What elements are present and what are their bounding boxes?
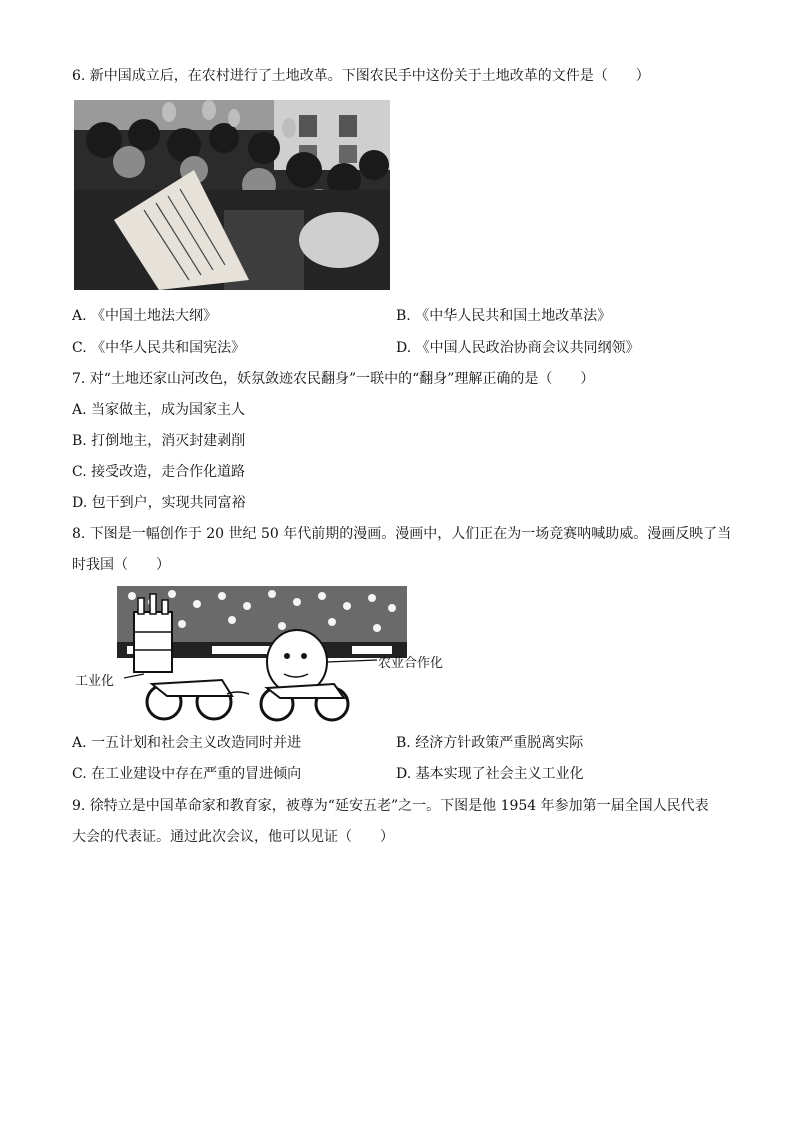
question-9-stem-line-2: 大会的代表证。通过此次会议，他可以见证（ ）: [72, 829, 394, 845]
question-7-stem: 7. 对“土地还家山河改色，妖氛敛迹农民翻身”一联中的“翻身”理解正确的是（ ）: [72, 371, 595, 387]
land-reform-photo: [74, 100, 390, 290]
question-6-option-b: B. 《中华人民共和国土地改革法》: [396, 308, 612, 324]
question-7-option-c: C. 接受改造，走合作化道路: [72, 464, 246, 480]
question-8-option-b: B. 经济方针政策严重脱离实际: [396, 735, 584, 751]
question-8-stem-line-1: 8. 下图是一幅创作于 20 世纪 50 年代前期的漫画。漫画中，人们正在为一场竞赛呐喊助威。漫画反映了当: [72, 526, 732, 542]
question-6-option-a: A. 《中国土地法大纲》: [72, 308, 218, 324]
question-6-option-d: D. 《中国人民政治协商会议共同纲领》: [396, 340, 640, 356]
cartoon-label-agricultural-cooperation: 农业合作化: [378, 656, 444, 671]
question-6-option-c: C. 《中华人民共和国宪法》: [72, 340, 246, 356]
question-8-option-a: A. 一五计划和社会主义改造同时并进: [72, 735, 302, 751]
cartoon-label-industrialization: 工业化: [75, 674, 115, 689]
question-8-option-c: C. 在工业建设中存在严重的冒进倾向: [72, 766, 302, 782]
question-8-option-d: D. 基本实现了社会主义工业化: [396, 766, 584, 782]
question-6-stem: 6. 新中国成立后，在农村进行了土地改革。下图农民手中这份关于土地改革的文件是（ ）: [72, 68, 650, 84]
question-7-option-d: D. 包干到户，实现共同富裕: [72, 495, 246, 511]
question-9-stem-line-1: 9. 徐特立是中国革命家和教育家，被尊为“延安五老”之一。下图是他 1954 年参加第一届全国人民代表: [72, 798, 709, 814]
race-cartoon: [72, 584, 452, 724]
question-7-option-b: B. 打倒地主，消灭封建剥削: [72, 433, 246, 449]
question-8-stem-line-2: 时我国（ ）: [72, 557, 170, 573]
question-7-option-a: A. 当家做主，成为国家主人: [72, 402, 246, 418]
